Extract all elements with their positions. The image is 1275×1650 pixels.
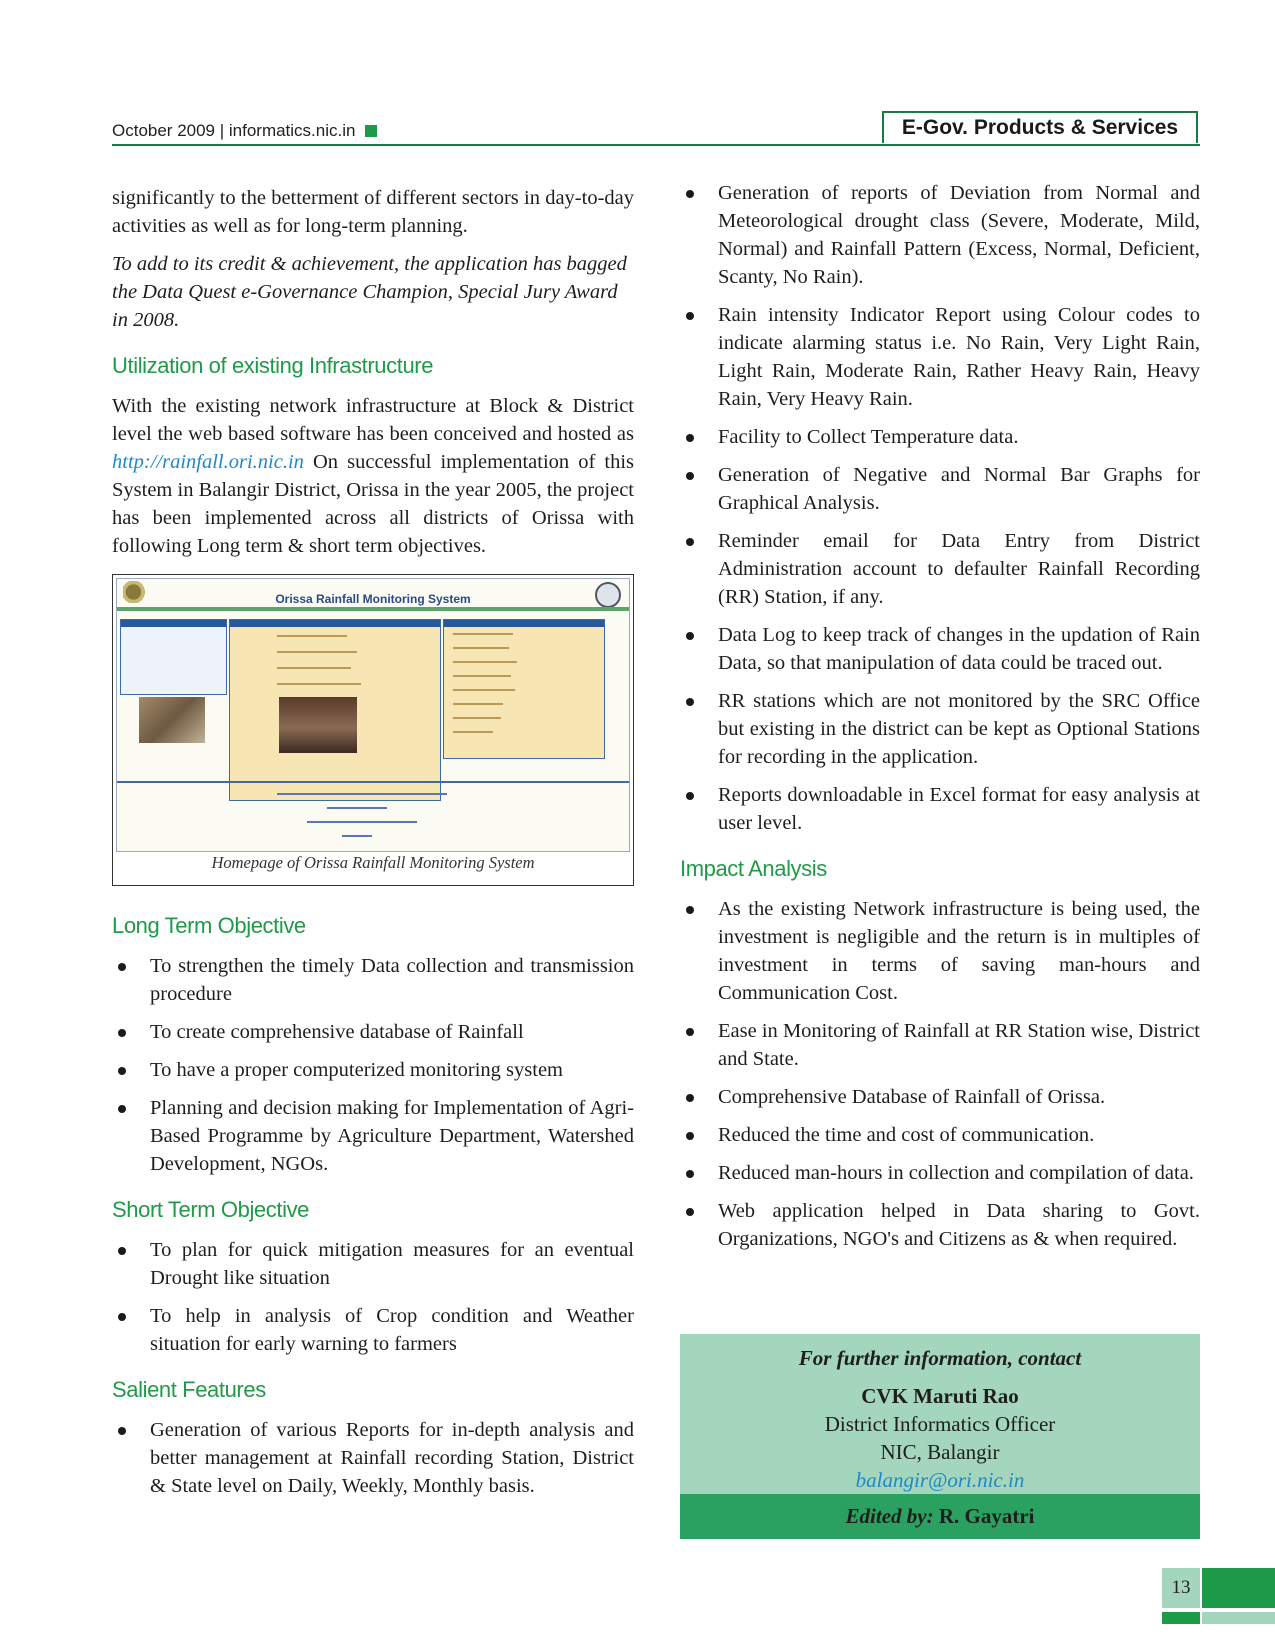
figure-caption: Homepage of Orissa Rainfall Monitoring System: [211, 853, 535, 872]
impact-heading: Impact Analysis: [680, 856, 827, 881]
list-item: To create comprehensive database of Rainfall: [112, 1018, 634, 1046]
screenshot-text-line: [277, 635, 347, 637]
page-decoration: [1162, 1612, 1200, 1624]
contact-title: For further information, contact: [798, 1346, 1082, 1370]
infra-text-after: On successful implementation of this System in Balangir District, Orissa in the year 2005, the project has been implemented across all districts of Orissa with following Long term & short term objectives.: [112, 451, 634, 557]
list-item: Ease in Monitoring of Rainfall at RR Station wise, District and State.: [680, 1017, 1200, 1073]
contact-box: [680, 1334, 1200, 1539]
salient-features-heading: Salient Features: [112, 1377, 266, 1402]
page-decoration: [1202, 1568, 1275, 1608]
header-left-text: October 2009 | informatics.nic.in: [112, 121, 356, 140]
screenshot-footer-text: [342, 835, 372, 837]
infra-paragraph: [112, 392, 634, 560]
long-term-list: [112, 952, 634, 1178]
list-item: Web application helped in Data sharing to Govt. Organizations, NGO's and Citizens as & when required.: [680, 1197, 1200, 1253]
list-item: As the existing Network infrastructure is being used, the investment is negligible and the return is in multiples of investment in terms of saving man-hours and Communication Cost.: [680, 895, 1200, 1007]
left-column: [112, 184, 634, 1510]
edited-by-bar: [680, 1494, 1200, 1539]
list-item: To plan for quick mitigation measures for an eventual Drought like situation: [112, 1236, 634, 1292]
screenshot-person-photo: [279, 697, 357, 753]
list-item: Generation of reports of Deviation from Normal and Meteorological drought class (Severe, Moderate, Mild, Normal) and Rainfall Pattern (Excess, Normal, Deficient, Scanty, No Rain).: [680, 179, 1200, 291]
list-item: Reduced man-hours in collection and compilation of data.: [680, 1159, 1200, 1187]
green-square-icon: [365, 125, 377, 137]
rainfall-link[interactable]: http://rainfall.ori.nic.in: [112, 451, 304, 473]
infra-heading: Utilization of existing Infrastructure: [112, 353, 434, 378]
list-item: Planning and decision making for Implementation of Agri-Based Programme by Agriculture Department, Watershed Development, NGOs.: [112, 1094, 634, 1178]
screenshot-login-panel: [120, 619, 227, 695]
infra-text-before: With the existing network infrastructure at Block & District level the web based software has been conceived and hosted as: [112, 395, 634, 445]
screenshot-footer-rule: [117, 781, 629, 783]
seal-icon: [595, 582, 621, 608]
long-term-heading: Long Term Objective: [112, 913, 306, 938]
list-item: Comprehensive Database of Rainfall of Orissa.: [680, 1083, 1200, 1111]
homepage-figure: [112, 574, 634, 886]
short-term-heading: Short Term Objective: [112, 1197, 310, 1222]
screenshot-text-line: [277, 683, 361, 685]
screenshot-menu-bar: [117, 607, 629, 611]
credit-paragraph: To add to its credit & achievement, the application has bagged the Data Quest e-Governance Champion, Special Jury Award in 2008.: [112, 253, 627, 331]
screenshot-text-line: [277, 667, 351, 669]
page-decoration: [1202, 1612, 1275, 1624]
screenshot-text-line: [453, 633, 513, 635]
screenshot-text-line: [453, 647, 509, 649]
contact-email-link[interactable]: balangir@ori.nic.in: [855, 1468, 1025, 1492]
screenshot-text-line: [453, 731, 493, 733]
list-item: Facility to Collect Temperature data.: [680, 423, 1200, 451]
list-item: Generation of various Reports for in-depth analysis and better management at Rainfall recording Station, District & State level on Daily, Weekly, Monthly basis.: [112, 1416, 634, 1500]
header-rule: [112, 144, 1200, 146]
list-item: Data Log to keep track of changes in the updation of Rain Data, so that manipulation of data could be traced out.: [680, 621, 1200, 677]
intro-paragraph: significantly to the betterment of different sectors in day-to-day activities as well as for long-term planning.: [112, 187, 634, 237]
right-column: [680, 179, 1200, 1263]
screenshot-footer-text: [327, 807, 387, 809]
contact-role: District Informatics Officer: [824, 1412, 1056, 1436]
screenshot-title: Orissa Rainfall Monitoring System: [275, 592, 471, 606]
contact-org: NIC, Balangir: [880, 1440, 1000, 1464]
screenshot-text-line: [453, 717, 501, 719]
screenshot-footer-text: [277, 793, 447, 795]
screenshot-text-line: [277, 651, 357, 653]
features-list: [680, 179, 1200, 837]
screenshot-text-line: [453, 703, 503, 705]
screenshot-field-photo: [139, 697, 205, 743]
contact-name: CVK Maruti Rao: [861, 1384, 1019, 1408]
section-title-box: E-Gov. Products & Services: [882, 111, 1198, 143]
list-item: Reports downloadable in Excel format for easy analysis at user level.: [680, 781, 1200, 837]
short-term-list: [112, 1236, 634, 1358]
edited-by-label: Edited by:: [845, 1504, 934, 1528]
screenshot-text-line: [453, 689, 515, 691]
list-item: Reminder email for Data Entry from District Administration account to defaulter Rainfall Recording (RR) Station, if any.: [680, 527, 1200, 611]
homepage-screenshot: [116, 578, 630, 852]
page-number: 13: [1162, 1568, 1200, 1608]
screenshot-footer-text: [307, 821, 417, 823]
screenshot-text-line: [453, 661, 517, 663]
header-date-site: [112, 121, 377, 141]
impact-list: [680, 895, 1200, 1253]
editor-name: R. Gayatri: [938, 1504, 1035, 1528]
list-item: To help in analysis of Crop condition and Weather situation for early warning to farmers: [112, 1302, 634, 1358]
list-item: RR stations which are not monitored by the SRC Office but existing in the district can be kept as Optional Stations for recording in the application.: [680, 687, 1200, 771]
list-item: Rain intensity Indicator Report using Colour codes to indicate alarming status i.e. No Rain, Very Light Rain, Light Rain, Moderate Rain, Rather Heavy Rain, Heavy Rain, Very Heavy Rain.: [680, 301, 1200, 413]
screenshot-text-line: [453, 675, 511, 677]
list-item: To strengthen the timely Data collection and transmission procedure: [112, 952, 634, 1008]
list-item: Generation of Negative and Normal Bar Graphs for Graphical Analysis.: [680, 461, 1200, 517]
list-item: To have a proper computerized monitoring system: [112, 1056, 634, 1084]
list-item: Reduced the time and cost of communication.: [680, 1121, 1200, 1149]
salient-features-list: [112, 1416, 634, 1500]
